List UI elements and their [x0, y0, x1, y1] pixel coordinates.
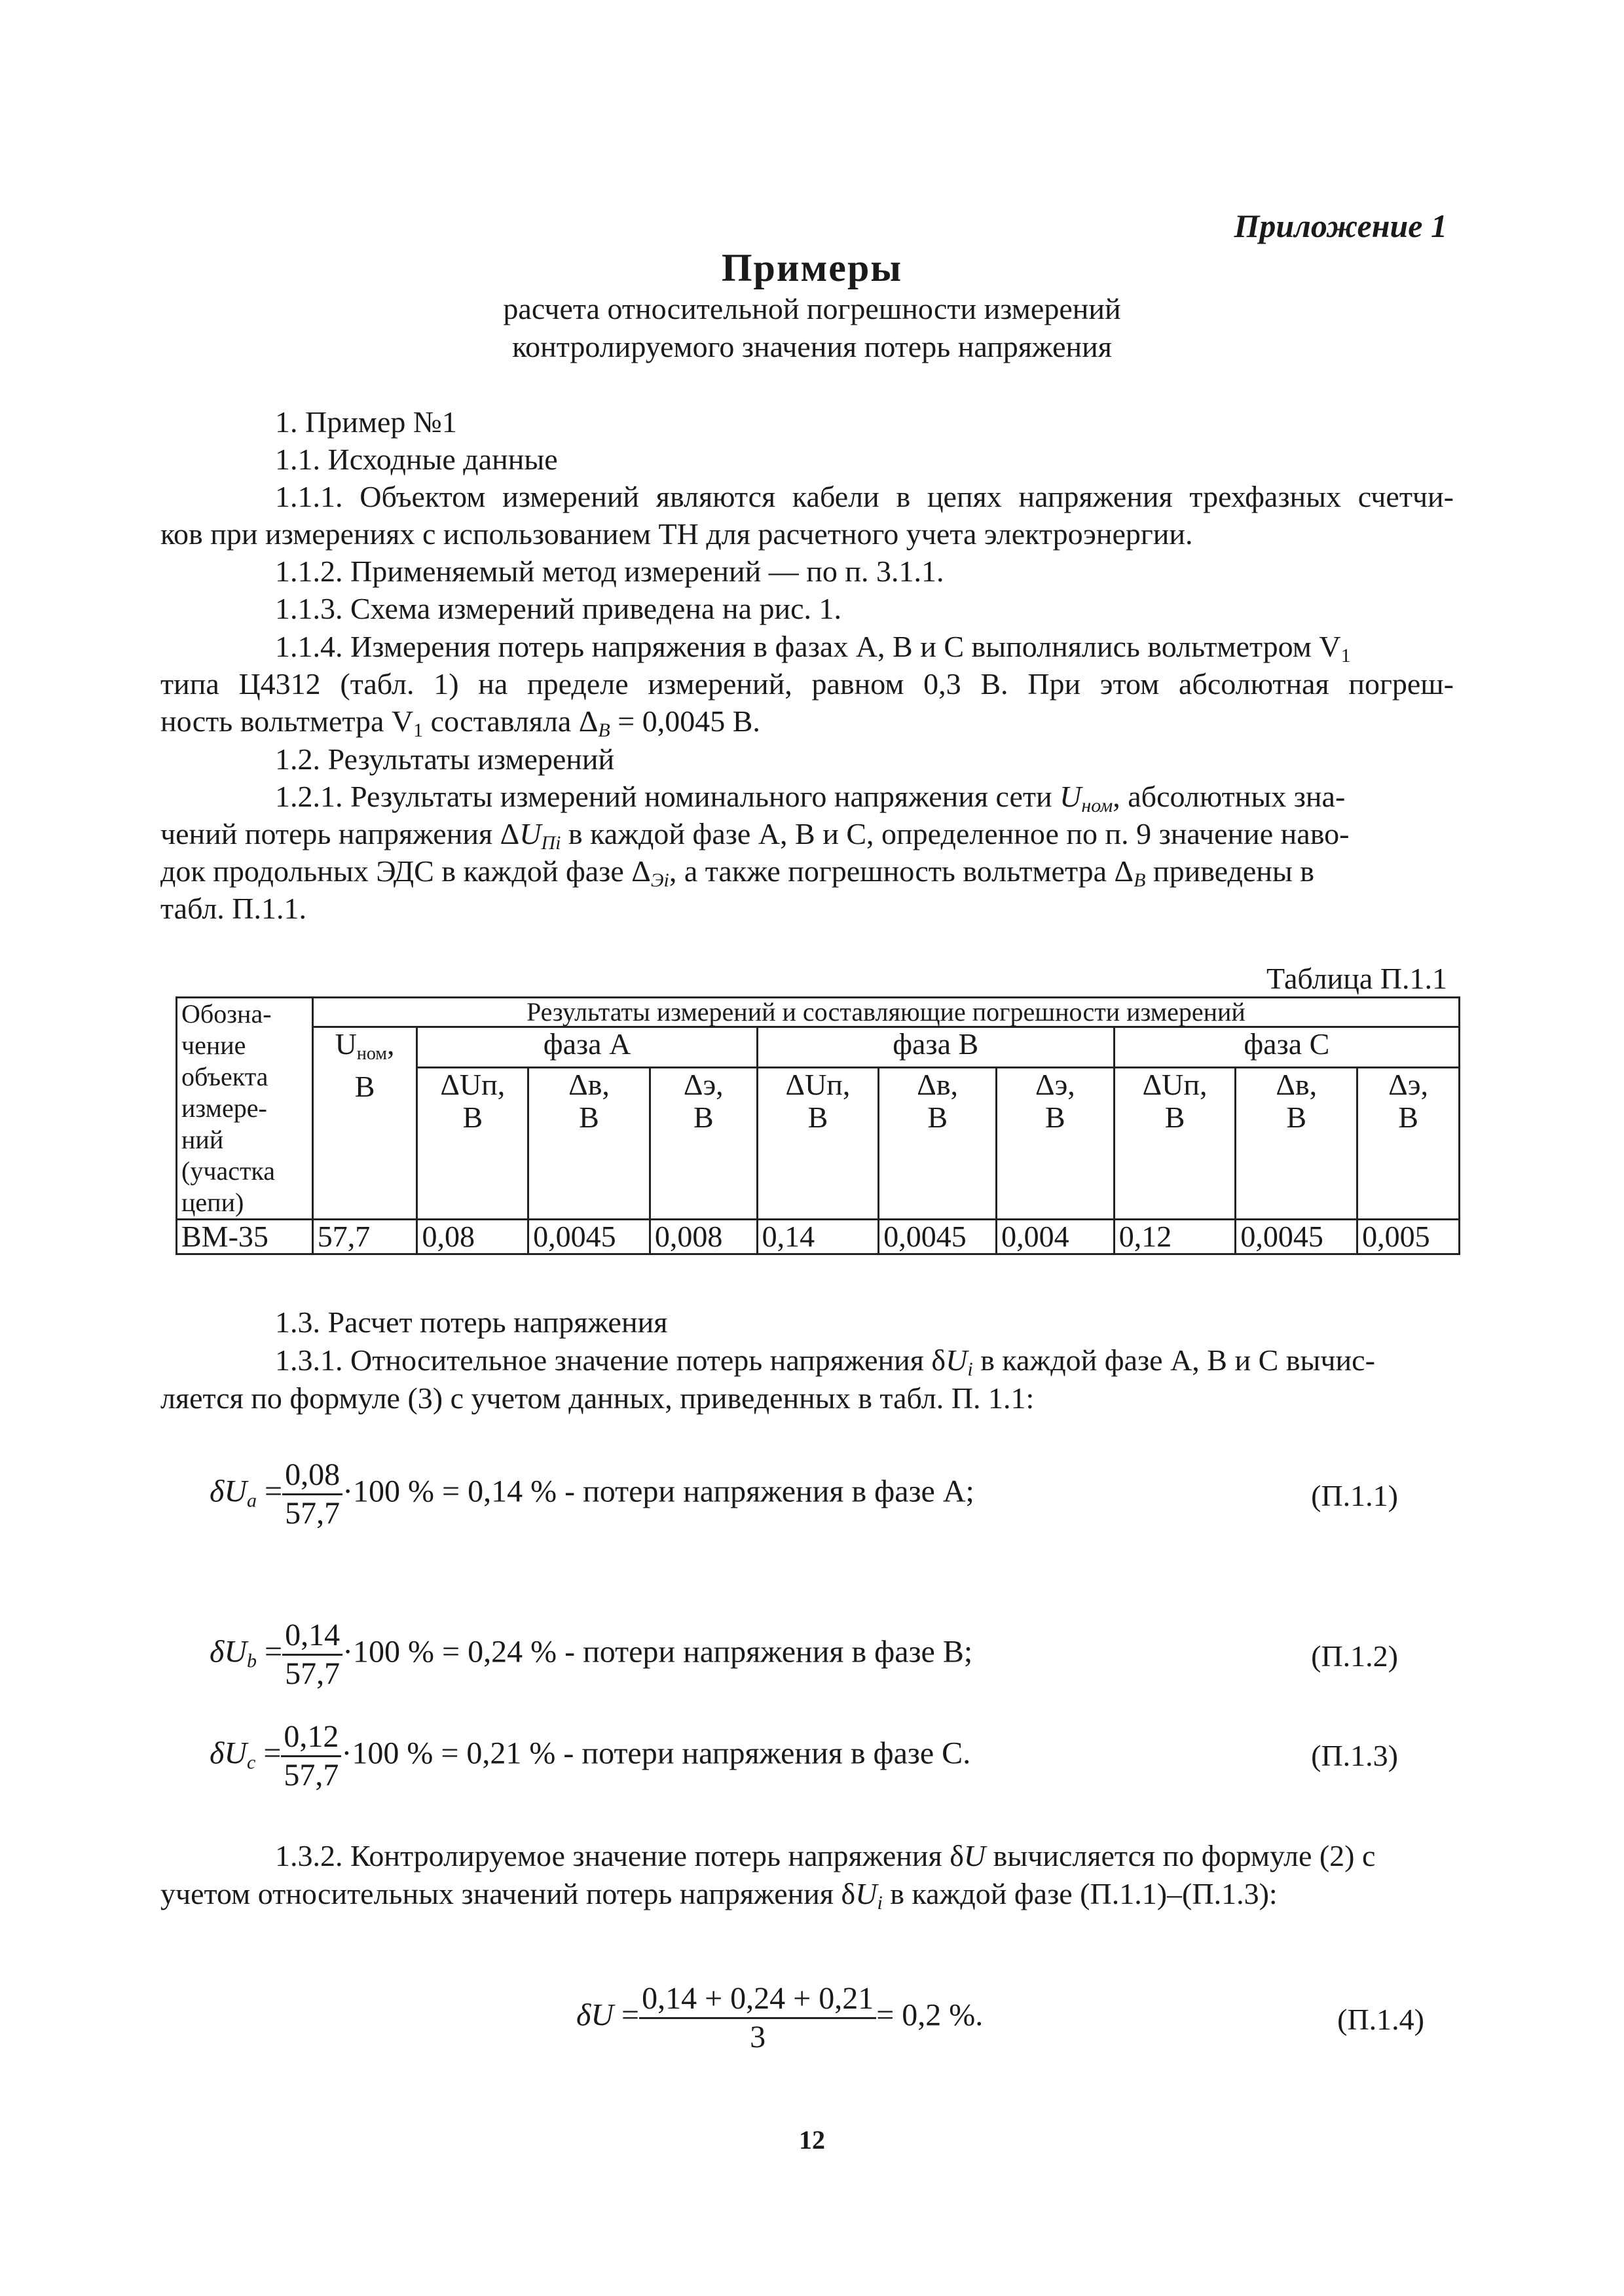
- fraction: [282, 1617, 342, 1692]
- para-1-1-1-line-2: ков при измерениях с использованием ТН для расчетного учета электроэнергии.: [160, 517, 1193, 551]
- para-1-1-2: 1.1.2. Применяемый метод измерений — по п. 3.1.1.: [275, 555, 944, 588]
- col-db-a: [528, 1068, 650, 1220]
- text: , В: [354, 1027, 395, 1103]
- section-1-3-heading: 1.3. Расчет потерь напряжения: [275, 1305, 668, 1339]
- text: , а также погрешность вольтметра Δ: [669, 854, 1134, 888]
- text: В: [579, 1101, 599, 1134]
- subscript: ном: [356, 1044, 388, 1064]
- formula-rest: ·100 % = 0,21 % - потери напряжения в фазе С.: [341, 1736, 971, 1771]
- table-cell: 0,14: [757, 1220, 879, 1254]
- subscript: Пi: [541, 832, 561, 854]
- subscript: i: [967, 1358, 973, 1380]
- numerator: 0,14 + 0,24 + 0,21: [639, 1980, 876, 2019]
- table-cell: 0,12: [1114, 1220, 1236, 1254]
- results-table: [175, 996, 1460, 1255]
- table-cell: 0,004: [997, 1220, 1115, 1254]
- denominator: 3: [750, 2020, 766, 2054]
- text: = 0,0045 В.: [610, 704, 760, 738]
- subtitle-line-1: расчета относительной погрешности измерений: [503, 292, 1121, 325]
- text: вычисляется по формуле (2) с: [986, 1839, 1376, 1872]
- symbol: U: [946, 1343, 968, 1377]
- col-de-a: [650, 1068, 757, 1220]
- formula-ref-p-1-1: (П.1.1): [1311, 1479, 1398, 1512]
- text: учетом относительных значений потерь напряжения δ: [160, 1877, 856, 1910]
- symbol: U: [963, 1839, 986, 1872]
- symbol: U: [855, 1877, 877, 1910]
- numerator: 0,08: [282, 1457, 342, 1495]
- text: В: [462, 1101, 483, 1134]
- phase-b-header: фаза В: [757, 1027, 1114, 1068]
- table-cell: ВМ-35: [177, 1220, 313, 1254]
- page-title: Примеры: [721, 246, 903, 289]
- text: 1.3.2. Контролируемое значение потерь напряжения δ: [275, 1839, 964, 1872]
- col-db-c: [1236, 1068, 1357, 1220]
- formula-p-1-3: [210, 1719, 970, 1794]
- equals: =: [264, 1474, 283, 1509]
- text: Δв,: [1276, 1068, 1318, 1101]
- section-1-heading: 1. Пример №1: [275, 405, 457, 439]
- table-cell: 0,005: [1357, 1220, 1460, 1254]
- formula-p-1-2: [210, 1617, 972, 1692]
- col-du-a: [417, 1068, 528, 1220]
- formula-lhs: δU: [210, 1634, 247, 1669]
- text: Δэ,: [683, 1068, 724, 1101]
- text: 1.3.1. Относительное значение потерь напряжения δ: [275, 1343, 946, 1377]
- equals: =: [264, 1634, 283, 1669]
- subscript: 1: [1340, 645, 1351, 666]
- text: составляла Δ: [423, 704, 599, 738]
- para-1-1-1-line-1: 1.1.1. Объектом измерений являются кабели в цепях напряжения трехфазных счетчи-: [275, 480, 1454, 513]
- table-cell: 0,0045: [528, 1220, 650, 1254]
- text: В: [693, 1101, 714, 1134]
- col-de-b: [997, 1068, 1115, 1220]
- text: Δв,: [917, 1068, 959, 1101]
- subscript: a: [246, 1489, 257, 1512]
- formula-lhs: δU: [210, 1736, 247, 1771]
- para-1-3-1-line-2: ляется по формуле (3) с учетом данных, приведенных в табл. П. 1.1:: [160, 1381, 1035, 1415]
- table-caption: Таблица П.1.1: [1266, 962, 1447, 995]
- table-cell: 57,7: [312, 1220, 417, 1254]
- text: Δэ,: [1035, 1068, 1075, 1101]
- table-row: [177, 1220, 1460, 1254]
- subtitle-line-2: контролируемого значения потерь напряжения: [512, 330, 1112, 363]
- text: в каждой фазе А, В и С вычис-: [972, 1343, 1375, 1377]
- text: ΔUп,: [785, 1068, 851, 1101]
- text: , абсолютных зна-: [1113, 780, 1346, 813]
- denominator: 57,7: [285, 1656, 341, 1691]
- section-1-2-heading: 1.2. Результаты измерений: [275, 742, 615, 776]
- text: Δэ,: [1388, 1068, 1428, 1101]
- subscript: i: [877, 1892, 883, 1914]
- numerator: 0,12: [281, 1719, 341, 1757]
- text: приведены в: [1145, 854, 1315, 888]
- appendix-label: Приложение 1: [1234, 208, 1447, 244]
- subscript: b: [246, 1650, 257, 1672]
- subscript: 1: [413, 720, 424, 741]
- fraction: [281, 1719, 341, 1794]
- para-1-1-3: 1.1.3. Схема измерений приведена на рис. 1.: [275, 592, 842, 625]
- denominator: 57,7: [285, 1496, 341, 1531]
- subscript: В: [598, 720, 610, 741]
- text: В: [1398, 1101, 1418, 1134]
- col-du-b: [757, 1068, 879, 1220]
- text: В: [927, 1101, 948, 1134]
- subscript: c: [246, 1751, 256, 1774]
- numerator: 0,14: [282, 1617, 342, 1656]
- subscript: В: [1134, 869, 1146, 891]
- col-du-c: [1114, 1068, 1236, 1220]
- subscript: ном: [1081, 795, 1113, 816]
- text: В: [1045, 1101, 1065, 1134]
- text: 1.2.1. Результаты измерений номинального напряжения сети: [275, 780, 1060, 813]
- text: док продольных ЭДС в каждой фазе Δ: [160, 854, 651, 888]
- results-header: Результаты измерений и составляющие погрешности измерений: [312, 998, 1459, 1027]
- text: в каждой фазе (П.1.1)–(П.1.3):: [882, 1877, 1278, 1910]
- para-1-1-4-line-2: типа Ц4312 (табл. 1) на пределе измерений, равном 0,3 В. При этом абсолютная погреш-: [160, 667, 1454, 701]
- table-cell: 0,0045: [879, 1220, 997, 1254]
- text: ΔUп,: [440, 1068, 506, 1101]
- text: В: [1286, 1101, 1307, 1134]
- equals: =: [263, 1736, 282, 1771]
- table-cell: 0,08: [417, 1220, 528, 1254]
- formula-p-1-1: [210, 1457, 974, 1532]
- para-1-2-1-line-3: [160, 852, 1314, 900]
- text: Δв,: [568, 1068, 610, 1101]
- text: чений потерь напряжения Δ: [160, 817, 520, 850]
- subscript: Эi: [650, 869, 669, 891]
- unom-header: [312, 1027, 417, 1220]
- denominator: 57,7: [284, 1758, 339, 1793]
- text: В: [807, 1101, 828, 1134]
- text: U: [335, 1027, 357, 1061]
- formula-rest: ·100 % = 0,24 % - потери напряжения в фазе В;: [342, 1634, 973, 1669]
- formula-ref-p-1-3: (П.1.3): [1311, 1739, 1398, 1772]
- col-de-c: [1357, 1068, 1460, 1220]
- formula-lhs: δU: [576, 1997, 614, 2033]
- phase-a-header: фаза А: [417, 1027, 757, 1068]
- object-header: Обозна- чение объекта измере- ний (участка цепи): [177, 998, 313, 1220]
- formula-ref-p-1-2: (П.1.2): [1311, 1639, 1398, 1673]
- symbol: U: [1060, 780, 1082, 813]
- formula-p-1-4: [576, 1980, 983, 2056]
- formula-rest: ·100 % = 0,14 % - потери напряжения в фазе А;: [342, 1474, 974, 1509]
- text: в каждой фазе А, В и С, определенное по п. 9 значение наво-: [561, 817, 1350, 850]
- equals: =: [621, 1997, 640, 2033]
- fraction: [282, 1457, 342, 1532]
- para-1-3-2-line-2: [160, 1874, 1278, 1923]
- section-1-1-heading: 1.1. Исходные данные: [275, 443, 558, 476]
- table-cell: 0,0045: [1236, 1220, 1357, 1254]
- text: ΔUп,: [1142, 1068, 1208, 1101]
- page-number: 12: [799, 2125, 825, 2155]
- col-db-b: [879, 1068, 997, 1220]
- symbol: U: [519, 817, 542, 850]
- text: В: [1164, 1101, 1185, 1134]
- fraction: [639, 1980, 876, 2056]
- phase-c-header: фаза С: [1114, 1027, 1459, 1068]
- text: 1.1.4. Измерения потерь напряжения в фазах А, В и С выполнялись вольтметром V: [275, 630, 1341, 663]
- text: ность вольтметра V: [160, 704, 414, 738]
- formula-ref-p-1-4: (П.1.4): [1337, 2003, 1424, 2036]
- table-cell: 0,008: [650, 1220, 757, 1254]
- formula-rest: = 0,2 %.: [876, 1997, 984, 2033]
- para-1-3-2-line-1: [275, 1836, 1375, 1876]
- para-1-2-1-line-4: табл. П.1.1.: [160, 892, 307, 925]
- formula-lhs: δU: [210, 1474, 247, 1509]
